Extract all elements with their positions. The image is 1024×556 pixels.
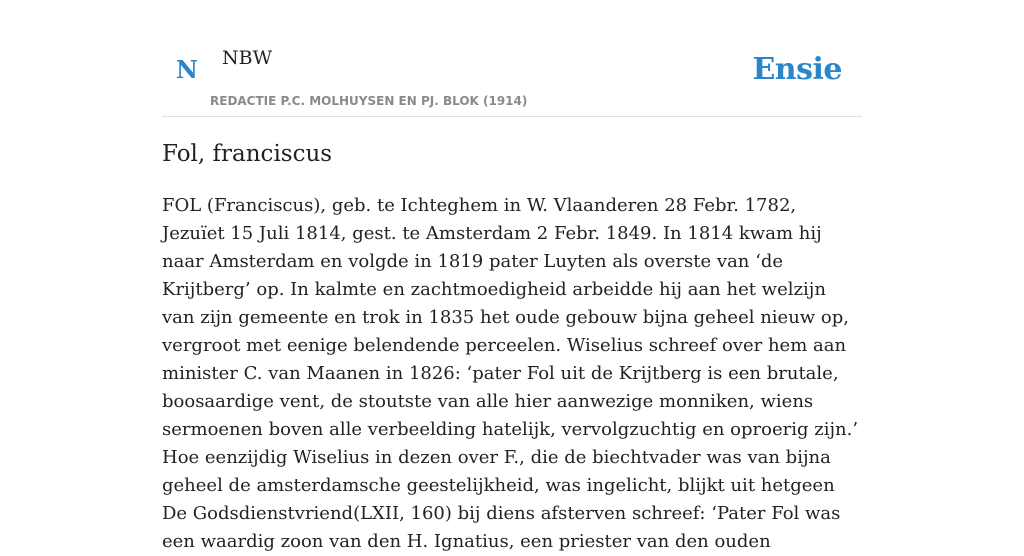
source-editor: REDACTIE P.C. MOLHUYSEN EN PJ. BLOK (1914) [210,94,528,108]
article-title: Fol, franciscus [162,141,333,167]
source-title[interactable]: NBW [222,47,273,69]
site-header [162,0,862,117]
article-body: FOL (Franciscus), geb. te Ichteghem in W. Vlaanderen 28 Febr. 1782, Jezuïet 15 Juli 1814, gest. te Amsterdam 2 Febr. 1849. In 1814 kwam hij naar Amsterdam en volgde in 1819 pater Luyten als overste van ‘de Krijtberg’ op. In kalmte en zachtmoedigheid arbeidde hij aan het welzijn van zijn gemeente en trok in 1835 het oude gebouw bijna geheel nieuw op, vergroot met eenige belendende perceelen. Wiselius schreef over hem aan minister C. van Maanen in 1826: ‘pater Fol uit de Krijtberg is een brutale, boosaardige vent, de stoutste van alle hier aanwezige monniken, wiens sermoenen boven alle verbeelding hatelijk, vervolgzuchtig en oproerig zijn.’ Hoe eenzijdig Wiselius in dezen over F., die de biechtvader was van bijna geheel de amsterdamsche geestelijkheid, was ingelicht, blijkt uit hetgeen De Godsdienstvriend(LXII, 160) bij diens afsterven schreef: ‘Pater Fol was een waardig zoon van den H. Ignatius, een priester van den ouden [162,195,859,552]
source-logo[interactable]: N [176,55,198,84]
ensie-logo[interactable]: Ensie [752,52,842,87]
